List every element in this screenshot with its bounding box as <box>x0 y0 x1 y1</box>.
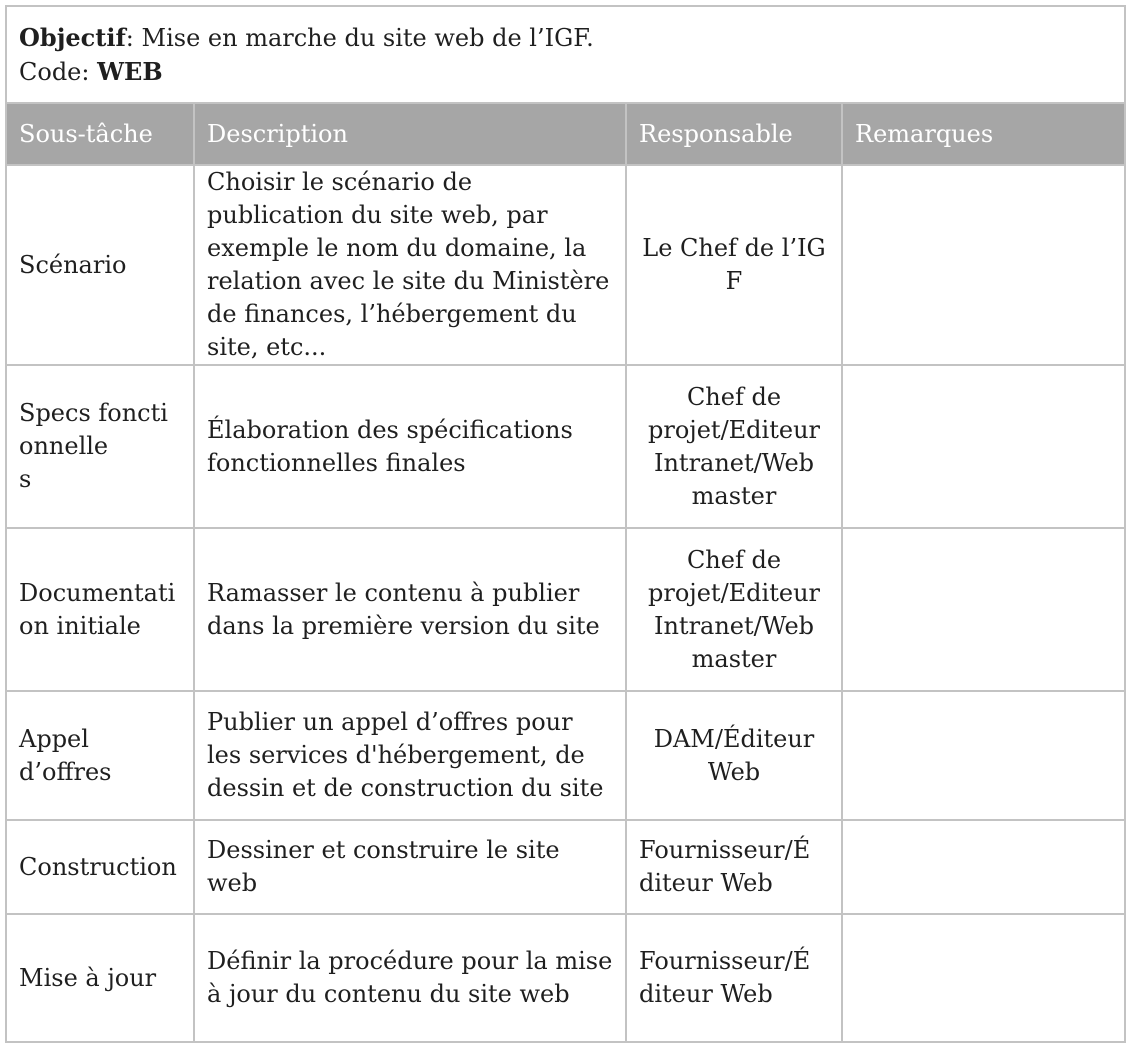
objective-separator: : <box>125 23 142 52</box>
cell-responsible: Le Chef de l’IGF <box>626 165 842 365</box>
cell-remarks <box>842 691 1125 820</box>
cell-description: Élaboration des spécifications fonctionnelles finales <box>194 365 626 528</box>
header-subtask: Sous-tâche <box>6 103 194 165</box>
table-row <box>6 528 1125 691</box>
cell-responsible: Chef de projet/Editeur Intranet/Web master <box>626 528 842 691</box>
table-row <box>6 820 1125 914</box>
header-responsible: Responsable <box>626 103 842 165</box>
cell-description: Définir la procédure pour la mise à jour du contenu du site web <box>194 914 626 1042</box>
cell-subtask: Construction <box>6 820 194 914</box>
cell-remarks <box>842 365 1125 528</box>
objective-row <box>6 6 1125 103</box>
cell-responsible: Chef de projet/Editeur Intranet/Web master <box>626 365 842 528</box>
header-description: Description <box>194 103 626 165</box>
cell-responsible: Fournisseur/É diteur Web <box>626 914 842 1042</box>
cell-responsible: Fournisseur/É diteur Web <box>626 820 842 914</box>
cell-subtask: Scénario <box>6 165 194 365</box>
cell-subtask: Specs fonctionnelle s <box>6 365 194 528</box>
code-label: Code: <box>19 57 98 86</box>
objective-cell <box>6 6 1125 103</box>
cell-responsible: DAM/Éditeur Web <box>626 691 842 820</box>
cell-subtask: Mise à jour <box>6 914 194 1042</box>
code-value: WEB <box>97 56 163 86</box>
table-row <box>6 914 1125 1042</box>
objective-line <box>19 21 1112 55</box>
cell-subtask: Documentati on initiale <box>6 528 194 691</box>
code-line <box>19 55 1112 89</box>
table-header-row <box>6 103 1125 165</box>
objective-text: Mise en marche du site web de l’IGF. <box>141 23 594 52</box>
table-row <box>6 165 1125 365</box>
cell-remarks <box>842 528 1125 691</box>
cell-subtask: Appel d’offres <box>6 691 194 820</box>
cell-description: Choisir le scénario de publication du site web, par exemple le nom du domaine, la relation avec le site du Ministère de finances, l’hébergement du site, etc... <box>194 165 626 365</box>
cell-description: Dessiner et construire le site web <box>194 820 626 914</box>
objective-label: Objectif <box>19 22 126 52</box>
table-row <box>6 365 1125 528</box>
cell-description: Publier un appel d’offres pour les services d'hébergement, de dessin et de construction du site <box>194 691 626 820</box>
cell-remarks <box>842 914 1125 1042</box>
task-table <box>5 5 1126 1043</box>
table-row <box>6 691 1125 820</box>
cell-description: Ramasser le contenu à publier dans la première version du site <box>194 528 626 691</box>
header-remarks: Remarques <box>842 103 1125 165</box>
cell-remarks <box>842 820 1125 914</box>
cell-remarks <box>842 165 1125 365</box>
